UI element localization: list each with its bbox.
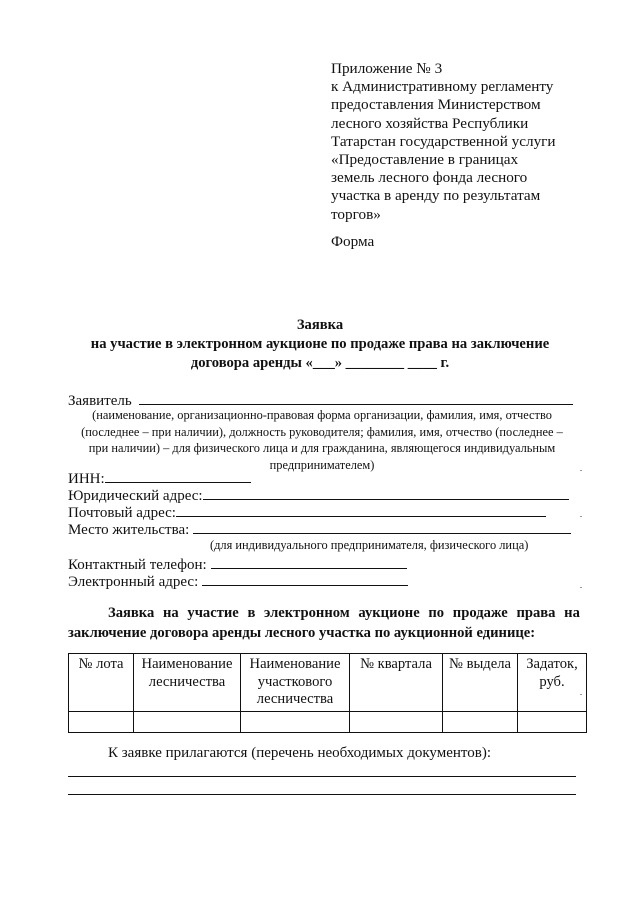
appendix-line: торгов» [331,205,381,223]
appendix-line: лесного хозяйства Республики [331,114,529,132]
applicant-label: Заявитель [68,393,132,409]
table-cell[interactable] [518,711,587,732]
appendix-block [331,60,601,224]
col-allotment-number: № выдела [443,654,518,712]
margin-mark [580,516,582,517]
appendix-line: Татарстан государственной услуги [331,132,556,150]
residence-note: (для индивидуального предпринимателя, физического лица) [210,538,529,552]
title-line-2: на участие в электронном аукционе по продаже права на заключение [90,336,550,352]
heading-word: участие [187,605,239,621]
legal-address-input-line[interactable] [203,485,569,500]
table-cell[interactable] [134,711,241,732]
heading-word: Заявка [108,605,155,621]
applicant-note-line: (последнее – при наличии), должность руководителя; фамилия, имя, отчество (последнее – [81,424,563,439]
margin-mark [580,587,582,588]
table-cell[interactable] [241,711,350,732]
heading2-line-1 [68,604,580,624]
attachments-label: К заявке прилагаются (перечень необходимых документов): [108,745,491,761]
applicant-input-line[interactable] [139,390,573,405]
email-row [68,571,408,591]
table-cell[interactable] [69,711,134,732]
applicant-note-line: предпринимателем) [269,457,375,472]
appendix-line: «Предоставление в границах [331,151,519,169]
col-quarter-number: № квартала [350,654,443,712]
form-label: Форма [331,233,375,250]
col-forestry-name: Наименование лесничества [134,654,241,712]
email-input-line[interactable] [202,571,408,586]
appendix-line: земель лесного фонда лесного [331,169,528,187]
attachments-input-line[interactable] [68,794,576,795]
heading-word: права [516,605,556,621]
email-label: Электронный адрес: [68,574,199,590]
col-deposit: Задаток, руб. [518,654,587,712]
margin-mark [580,470,582,471]
table-header-row [69,654,587,712]
phone-label: Контактный телефон: [68,557,207,573]
residence-label: Место жительства: [68,522,190,538]
table-cell[interactable] [443,711,518,732]
appendix-line: предоставления Министерством [331,96,541,114]
heading-word: электронном [264,605,350,621]
inn-label: ИНН: [68,471,105,487]
residence-row [68,519,571,539]
table-cell[interactable] [350,711,443,732]
margin-mark [580,694,582,695]
heading2-line-2: заключение договора аренды лесного участка по аукционной единице: [68,624,536,641]
heading-word: аукционе [358,605,420,621]
phone-input-line[interactable] [211,554,407,569]
attachments-input-line[interactable] [68,776,576,777]
applicant-note-line: при наличии) – для физического лица и для гражданина, являющегося индивидуальным [88,441,556,455]
postal-address-input-line[interactable] [176,502,546,517]
document-title [40,316,600,373]
appendix-line: Приложение № 3 [331,60,443,77]
title-line-1: Заявка [296,317,344,333]
postal-address-label: Почтовый адрес: [68,505,176,521]
heading-word: на [162,605,179,621]
col-district-forestry-name: Наименование участкового лесничества [241,654,350,712]
col-lot-number: № лота [69,654,134,712]
applicant-note [64,407,580,473]
appendix-line: к Административному регламенту [331,78,554,96]
table-row [69,711,587,732]
appendix-line: участка в аренду по результатам [331,187,541,205]
auction-lot-heading [68,604,580,643]
legal-address-label: Юридический адрес: [68,488,203,504]
applicant-note-line: (наименование, организационно-правовая форма организации, фамилия, имя, отчество [92,408,552,422]
heading-word: в [247,605,256,621]
heading-word: по [428,605,445,621]
lots-table [68,653,587,733]
inn-input-line[interactable] [105,468,251,483]
heading-word: продаже [452,605,508,621]
title-line-3: договора аренды «___» ________ ____ г. [190,355,450,371]
heading-word: на [564,605,580,621]
residence-input-line[interactable] [193,519,571,534]
